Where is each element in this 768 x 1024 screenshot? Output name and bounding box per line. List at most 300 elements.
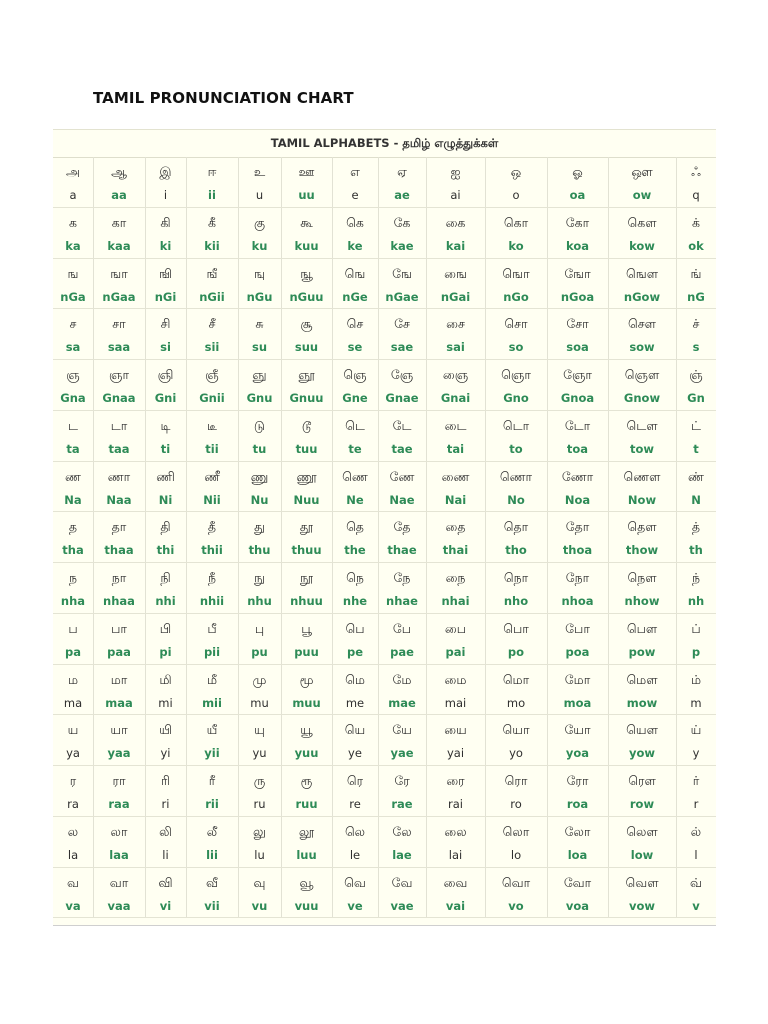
tamil-letter: நீ: [207, 570, 216, 585]
romanization: suu: [294, 340, 319, 355]
romanization: nha: [60, 594, 86, 608]
tamil-letter: ரே: [394, 773, 410, 788]
romanization: Gnoa: [560, 391, 595, 405]
romanization: Gna: [60, 391, 86, 405]
romanization: vuu: [294, 898, 319, 913]
romanization: t: [693, 441, 699, 456]
tamil-letter: யை: [444, 722, 467, 738]
tamil-letter: ஞா: [109, 367, 129, 382]
romanization: Gn: [687, 391, 705, 405]
tamil-letter: தே: [393, 519, 411, 535]
romanization: Gnai: [440, 391, 471, 405]
romanization: yii: [204, 746, 220, 761]
tamil-letter: தை: [445, 519, 466, 535]
tamil-letter: வூ: [299, 874, 314, 890]
romanization: mu: [250, 695, 269, 710]
tamil-letter: கீ: [208, 214, 216, 230]
romanization: p: [691, 644, 701, 659]
tamil-letter: சோ: [566, 316, 589, 332]
tamil-letter: ஞே: [390, 367, 414, 382]
romanization: pai: [445, 644, 466, 659]
romanization: yoa: [565, 746, 590, 761]
tamil-letter: சௌ: [628, 316, 656, 332]
romanization: nhuu: [290, 594, 323, 608]
romanization: tai: [446, 441, 465, 456]
romanization: m: [690, 695, 702, 710]
tamil-letter: வொ: [501, 874, 531, 890]
romanization: ow: [632, 188, 652, 202]
romanization: voa: [565, 898, 590, 913]
romanization: kuu: [294, 238, 319, 253]
tamil-letter: பா: [111, 620, 127, 636]
romanization: N: [691, 492, 701, 507]
tamil-letter: ஔ: [631, 164, 653, 179]
romanization: re: [349, 797, 361, 811]
tamil-letter: ஐ: [450, 164, 461, 179]
romanization: Nai: [444, 492, 467, 507]
romanization: sa: [65, 340, 81, 355]
romanization: ke: [347, 238, 363, 253]
tamil-letter: கி: [160, 214, 171, 230]
tamil-letter: சீ: [208, 316, 216, 332]
romanization: rae: [391, 797, 413, 811]
romanization: Naa: [106, 492, 132, 507]
tamil-letter: தீ: [207, 519, 217, 535]
tamil-letter: டீ: [207, 417, 217, 433]
romanization: lo: [510, 847, 522, 862]
romanization: thoa: [562, 543, 593, 558]
tamil-letter: கே: [393, 214, 411, 230]
tamil-letter: ஙே: [392, 265, 412, 281]
tamil-letter: ஙீ: [206, 265, 218, 281]
chart-header: TAMIL ALPHABETS - தமிழ் எழுத்துக்கள்: [53, 129, 716, 158]
romanization: Gnii: [199, 391, 225, 405]
tamil-letter: நூ: [299, 570, 314, 585]
tamil-letter: ரெ: [346, 773, 364, 788]
tamil-letter: கோ: [565, 214, 590, 230]
romanization: yae: [390, 746, 414, 761]
tamil-letter: பி: [159, 620, 172, 636]
tamil-letter: தௌ: [627, 519, 657, 535]
tamil-letter: டோ: [564, 417, 591, 433]
tamil-letter: வி: [158, 874, 173, 890]
romanization: Gnaa: [102, 391, 136, 405]
tamil-letter: க்: [692, 214, 700, 230]
tamil-letter: மூ: [299, 671, 314, 687]
tamil-letter: சு: [255, 316, 264, 332]
romanization: s: [692, 340, 700, 355]
tamil-letter: வை: [443, 874, 468, 890]
tamil-letter: டே: [392, 417, 412, 433]
romanization: nGe: [342, 289, 368, 304]
romanization: ya: [66, 746, 80, 761]
tamil-letter: யு: [254, 722, 265, 738]
romanization: kow: [629, 238, 655, 253]
romanization: pi: [159, 644, 172, 659]
romanization: tho: [505, 543, 527, 558]
tamil-letter: ஞௌ: [624, 367, 660, 382]
tamil-letter: ஈ: [207, 164, 217, 179]
tamil-letter: லீ: [206, 823, 218, 839]
romanization: nGoa: [560, 289, 595, 304]
tamil-letter: ரௌ: [628, 773, 656, 788]
romanization: ra: [67, 797, 79, 811]
tamil-letter: லௌ: [626, 823, 658, 839]
romanization: la: [67, 847, 79, 862]
romanization: nGai: [440, 289, 471, 304]
tamil-letter: நோ: [565, 570, 590, 585]
tamil-letter: நை: [445, 570, 466, 585]
tamil-letter: ணௌ: [623, 468, 661, 484]
romanization: nhaa: [103, 594, 135, 608]
romanization: yaa: [107, 746, 131, 761]
tamil-letter: ப: [68, 620, 78, 636]
tamil-letter: சொ: [504, 316, 528, 332]
tamil-letter: லே: [392, 823, 412, 839]
romanization: sai: [446, 340, 465, 355]
romanization: ma: [63, 695, 83, 710]
tamil-letter: ரீ: [208, 773, 216, 788]
tamil-letter: ஞோ: [563, 367, 592, 382]
tamil-letter: சை: [446, 316, 465, 332]
romanization: low: [630, 847, 654, 862]
romanization: the: [344, 543, 366, 558]
romanization: nGa: [60, 289, 86, 304]
romanization: sii: [204, 340, 220, 355]
romanization: nhoa: [561, 594, 594, 608]
tamil-letter: பே: [392, 620, 412, 636]
tamil-letter: வௌ: [625, 874, 659, 890]
tamil-letter: நெ: [346, 570, 364, 585]
romanization: thai: [442, 543, 469, 558]
tamil-letter: ச: [69, 316, 77, 332]
tamil-letter: ஆ: [111, 164, 127, 179]
romanization: maa: [105, 695, 133, 710]
romanization: lii: [206, 847, 218, 862]
romanization: mow: [626, 695, 658, 710]
tamil-letter: த்: [691, 519, 701, 535]
romanization: Nae: [389, 492, 415, 507]
romanization: lai: [448, 847, 463, 862]
romanization: pii: [203, 644, 221, 659]
romanization: Nii: [203, 492, 221, 507]
tamil-letter: கை: [445, 214, 466, 230]
romanization: thi: [156, 543, 175, 558]
tamil-letter: து: [254, 519, 265, 535]
tamil-letter: ஙெ: [344, 265, 366, 281]
tamil-letter: யோ: [564, 722, 591, 738]
romanization: nGaa: [102, 289, 136, 304]
tamil-letter: ஃ: [691, 164, 701, 179]
romanization: yi: [160, 746, 171, 761]
romanization: thuu: [291, 543, 322, 558]
tamil-letter: உ: [253, 164, 266, 179]
romanization: yai: [446, 746, 465, 761]
tamil-letter: டொ: [502, 417, 530, 433]
romanization: ka: [65, 238, 81, 253]
romanization: Noa: [564, 492, 591, 507]
tamil-letter: டெ: [345, 417, 365, 433]
tamil-letter: ஞி: [157, 367, 174, 382]
romanization: tii: [205, 441, 219, 456]
romanization: sow: [629, 340, 655, 355]
tamil-letter: மோ: [564, 671, 591, 687]
tamil-letter: வ: [67, 874, 79, 890]
romanization: ok: [688, 238, 704, 253]
romanization: kaa: [107, 238, 131, 253]
romanization: tae: [391, 441, 413, 456]
romanization: thow: [625, 543, 659, 558]
romanization: Gno: [503, 391, 529, 405]
romanization: u: [255, 188, 264, 202]
tamil-letter: ஙை: [444, 265, 467, 281]
tamil-letter: செ: [346, 316, 364, 332]
tamil-letter: நா: [111, 570, 127, 585]
romanization: yu: [252, 746, 267, 761]
tamil-letter: தா: [111, 519, 127, 535]
tamil-letter: தோ: [565, 519, 590, 535]
tamil-letter: மீ: [206, 671, 218, 687]
tamil-letter: லை: [444, 823, 467, 839]
romanization: tu: [252, 441, 267, 456]
romanization: Now: [627, 492, 657, 507]
tamil-letter: வு: [253, 874, 266, 890]
tamil-letter: கெ: [346, 214, 364, 230]
tamil-letter: ஙு: [254, 265, 265, 281]
romanization: Nuu: [293, 492, 320, 507]
tamil-letter: வீ: [206, 874, 218, 890]
romanization: vii: [204, 898, 220, 913]
romanization: to: [509, 441, 523, 456]
romanization: ro: [510, 797, 522, 811]
tamil-letter: ஙூ: [300, 265, 313, 281]
tamil-letter: ஙி: [158, 265, 173, 281]
tamil-letter: ஞ: [66, 367, 80, 382]
romanization: vaa: [107, 898, 131, 913]
romanization: vae: [390, 898, 414, 913]
tamil-letter: ஏ: [397, 164, 407, 179]
tamil-letter: ர்: [692, 773, 700, 788]
tamil-letter: மி: [159, 671, 172, 687]
romanization: poa: [565, 644, 590, 659]
tamil-letter: யி: [159, 722, 172, 738]
romanization: soa: [566, 340, 589, 355]
romanization: ae: [394, 188, 410, 202]
romanization: vi: [159, 898, 172, 913]
tamil-letter: ஞெ: [343, 367, 367, 382]
tamil-letter: பூ: [301, 620, 312, 636]
tamil-letter: போ: [565, 620, 590, 636]
romanization: le: [349, 847, 361, 862]
romanization: Gne: [342, 391, 368, 405]
romanization: ri: [161, 797, 170, 811]
romanization: thae: [387, 543, 417, 558]
tamil-letter: யீ: [206, 722, 218, 738]
romanization: ii: [208, 188, 216, 202]
romanization: ti: [160, 441, 171, 456]
romanization: ye: [348, 746, 362, 761]
romanization: po: [507, 644, 525, 659]
tamil-letter: பெ: [345, 620, 365, 636]
tamil-letter: ம: [67, 671, 79, 687]
tamil-letter: ந்: [691, 570, 701, 585]
tamil-letter: ரோ: [566, 773, 589, 788]
tamil-letter: வோ: [563, 874, 592, 890]
romanization: me: [345, 695, 365, 710]
romanization: nhe: [342, 594, 368, 608]
tamil-letter: நு: [254, 570, 265, 585]
romanization: nGu: [246, 289, 273, 304]
romanization: mi: [158, 695, 173, 710]
romanization: q: [692, 188, 700, 202]
tamil-letter: ணை: [441, 468, 470, 484]
romanization: No: [507, 492, 525, 507]
romanization: pe: [346, 644, 364, 659]
tamil-letter: எ: [350, 164, 360, 179]
romanization: row: [629, 797, 655, 811]
tamil-letter: ணீ: [204, 468, 220, 484]
romanization: nG: [687, 289, 705, 304]
tamil-letter: சே: [394, 316, 410, 332]
romanization: ku: [251, 238, 268, 253]
romanization: o: [512, 188, 520, 202]
tamil-alphabet-chart: [53, 129, 716, 926]
tamil-letter: இ: [159, 164, 172, 179]
romanization: Gnuu: [289, 391, 324, 405]
romanization: r: [693, 797, 699, 811]
tamil-letter: ரூ: [300, 773, 313, 788]
page-title: TAMIL PRONUNCIATION CHART: [93, 89, 354, 107]
tamil-letter: கு: [253, 214, 266, 230]
tamil-letter: தொ: [503, 519, 529, 535]
tamil-letter: வே: [391, 874, 413, 890]
tamil-letter: டூ: [301, 417, 312, 433]
tamil-letter: கொ: [503, 214, 529, 230]
romanization: toa: [566, 441, 589, 456]
romanization: rai: [448, 797, 463, 811]
romanization: thaa: [104, 543, 134, 558]
romanization: th: [689, 543, 703, 558]
tamil-letter: ஞ்: [689, 367, 703, 382]
tamil-letter: ரி: [161, 773, 170, 788]
tamil-letter: மெ: [345, 671, 365, 687]
tamil-letter: ட: [68, 417, 78, 433]
romanization: a: [69, 188, 77, 202]
tamil-letter: ச்: [692, 316, 700, 332]
tamil-letter: வெ: [344, 874, 366, 890]
romanization: ta: [66, 441, 80, 456]
tamil-letter: ஓ: [572, 164, 583, 179]
romanization: yow: [628, 746, 656, 761]
tamil-letter: மை: [444, 671, 467, 687]
romanization: mai: [444, 695, 467, 710]
romanization: thii: [201, 543, 223, 558]
tamil-letter: ணெ: [342, 468, 368, 484]
tamil-letter: லி: [159, 823, 172, 839]
romanization: luu: [296, 847, 317, 862]
tamil-letter: ணொ: [499, 468, 533, 484]
tamil-letter: சா: [112, 316, 126, 332]
romanization: nhae: [386, 594, 418, 608]
tamil-letter: ல: [67, 823, 79, 839]
tamil-letter: டௌ: [626, 417, 658, 433]
romanization: tow: [629, 441, 655, 456]
romanization: nhi: [155, 594, 176, 608]
romanization: koa: [566, 238, 589, 253]
tamil-letter: வா: [109, 874, 129, 890]
tamil-letter: யே: [392, 722, 412, 738]
romanization: nGi: [154, 289, 177, 304]
tamil-letter: த: [68, 519, 78, 535]
romanization: nGii: [199, 289, 225, 304]
romanization: te: [348, 441, 362, 456]
romanization: kae: [390, 238, 414, 253]
tamil-letter: மா: [110, 671, 128, 687]
romanization: l: [694, 847, 698, 862]
romanization: rii: [205, 797, 219, 811]
tamil-letter: லு: [253, 823, 266, 839]
romanization: mii: [202, 695, 222, 710]
romanization: puu: [294, 644, 319, 659]
tamil-letter: ஞூ: [298, 367, 315, 382]
romanization: pow: [628, 644, 656, 659]
tamil-letter: ரொ: [504, 773, 528, 788]
romanization: li: [162, 847, 169, 862]
tamil-letter: தி: [160, 519, 171, 535]
romanization: pa: [65, 644, 81, 659]
tamil-letter: ர: [69, 773, 77, 788]
romanization: nGo: [503, 289, 529, 304]
tamil-letter: மொ: [502, 671, 530, 687]
tamil-letter: கூ: [300, 214, 313, 230]
romanization: aa: [111, 188, 127, 202]
romanization: Ne: [346, 492, 364, 507]
tamil-letter: அ: [66, 164, 80, 179]
romanization: su: [251, 340, 268, 355]
romanization: roa: [566, 797, 589, 811]
tamil-letter: லொ: [502, 823, 530, 839]
romanization: nhu: [247, 594, 272, 608]
romanization: vo: [508, 898, 524, 913]
romanization: ko: [508, 238, 524, 253]
romanization: se: [347, 340, 363, 355]
romanization: ki: [159, 238, 172, 253]
tamil-letter: நொ: [503, 570, 529, 585]
tamil-letter: நௌ: [627, 570, 657, 585]
romanization: nhow: [624, 594, 660, 608]
tamil-letter: ட்: [691, 417, 701, 433]
tamil-letter: தெ: [346, 519, 364, 535]
romanization: e: [351, 188, 359, 202]
romanization: lae: [392, 847, 412, 862]
romanization: vai: [445, 898, 466, 913]
tamil-letter: ஞொ: [501, 367, 531, 382]
tamil-letter: க: [69, 214, 77, 230]
romanization: Gni: [154, 391, 177, 405]
tamil-letter: வ்: [690, 874, 702, 890]
romanization: si: [160, 340, 171, 355]
romanization: Gnae: [385, 391, 419, 405]
tamil-letter: ப்: [691, 620, 701, 636]
romanization: vu: [251, 898, 268, 913]
tamil-letter: ணா: [107, 468, 131, 484]
romanization: nGow: [623, 289, 661, 304]
romanization: nhai: [441, 594, 470, 608]
romanization: i: [163, 188, 168, 202]
romanization: saa: [107, 340, 131, 355]
romanization: y: [692, 746, 700, 761]
tamil-letter: மு: [252, 671, 267, 687]
